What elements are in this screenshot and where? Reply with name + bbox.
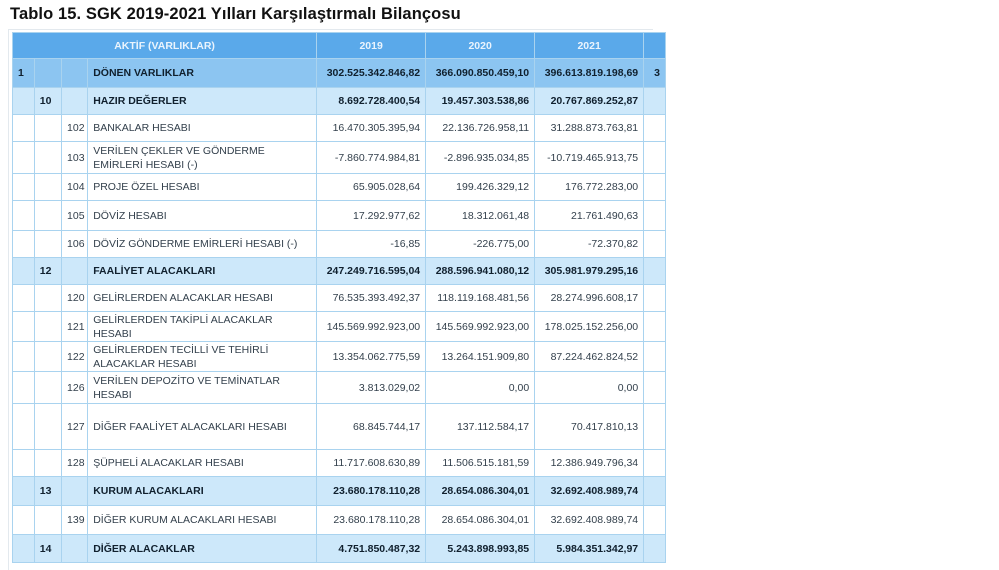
value-2021: 396.613.819.198,69	[535, 59, 644, 88]
account-row	[13, 174, 666, 201]
account-code: 120	[62, 285, 88, 312]
level1-code	[13, 404, 35, 450]
value-2020: 288.596.941.080,12	[426, 258, 535, 285]
value-extra	[644, 372, 666, 404]
value-2020: 11.506.515.181,59	[426, 450, 535, 477]
value-2020: 199.426.329,12	[426, 174, 535, 201]
value-2021: 87.224.462.824,52	[535, 342, 644, 372]
balance-sheet-table	[12, 32, 666, 563]
level2-code	[34, 115, 61, 142]
value-2021: 28.274.996.608,17	[535, 285, 644, 312]
value-2019: 68.845.744,17	[317, 404, 426, 450]
level1-code	[13, 142, 35, 174]
value-extra	[644, 535, 666, 563]
value-extra	[644, 115, 666, 142]
value-2020: 366.090.850.459,10	[426, 59, 535, 88]
value-2021: 0,00	[535, 372, 644, 404]
value-2019: 3.813.029,02	[317, 372, 426, 404]
value-2021: 178.025.152.256,00	[535, 312, 644, 342]
value-extra	[644, 477, 666, 506]
level2-code	[34, 285, 61, 312]
account-name: BANKALAR HESABI	[88, 115, 317, 142]
account-name: FAALİYET ALACAKLARI	[88, 258, 317, 285]
level2-code: 13	[34, 477, 61, 506]
level2-code: 12	[34, 258, 61, 285]
value-2020: -226.775,00	[426, 231, 535, 258]
value-extra	[644, 231, 666, 258]
value-extra	[644, 201, 666, 231]
level2-code	[34, 506, 61, 535]
value-2019: 65.905.028,64	[317, 174, 426, 201]
header-year-2020: 2020	[426, 33, 535, 59]
account-name: KURUM ALACAKLARI	[88, 477, 317, 506]
level1-code	[13, 115, 35, 142]
level2-code	[34, 142, 61, 174]
level2-code	[34, 372, 61, 404]
account-name: DİĞER ALACAKLAR	[88, 535, 317, 563]
account-code	[62, 258, 88, 285]
value-extra	[644, 258, 666, 285]
account-name: DÖVİZ HESABI	[88, 201, 317, 231]
account-name: ŞÜPHELİ ALACAKLAR HESABI	[88, 450, 317, 477]
account-row	[13, 342, 666, 372]
level2-code: 10	[34, 88, 61, 115]
value-2019: 76.535.393.492,37	[317, 285, 426, 312]
account-code	[62, 535, 88, 563]
value-2020: 145.569.992.923,00	[426, 312, 535, 342]
account-code: 104	[62, 174, 88, 201]
value-2019: 11.717.608.630,89	[317, 450, 426, 477]
level2-code	[34, 404, 61, 450]
value-2020: 118.119.168.481,56	[426, 285, 535, 312]
account-row	[13, 506, 666, 535]
account-code: 139	[62, 506, 88, 535]
level1-code	[13, 535, 35, 563]
level1-code	[13, 312, 35, 342]
account-row	[13, 115, 666, 142]
value-2020: 13.264.151.909,80	[426, 342, 535, 372]
account-name: HAZIR DEĞERLER	[88, 88, 317, 115]
level1-code	[13, 88, 35, 115]
value-2019: 23.680.178.110,28	[317, 506, 426, 535]
level2-code	[34, 201, 61, 231]
header-aktif: AKTİF (VARLIKLAR)	[13, 33, 317, 59]
account-code: 102	[62, 115, 88, 142]
value-2019: 8.692.728.400,54	[317, 88, 426, 115]
value-2020: 5.243.898.993,85	[426, 535, 535, 563]
level1-code	[13, 506, 35, 535]
value-extra	[644, 142, 666, 174]
level2-code: 14	[34, 535, 61, 563]
value-extra	[644, 450, 666, 477]
header-row	[13, 33, 666, 59]
account-code: 105	[62, 201, 88, 231]
account-code	[62, 59, 88, 88]
level1-code: 1	[13, 59, 35, 88]
account-name: GELİRLERDEN TAKİPLİ ALACAKLAR HESABI	[88, 312, 317, 342]
value-extra	[644, 88, 666, 115]
value-extra	[644, 404, 666, 450]
value-extra	[644, 506, 666, 535]
value-2021: 32.692.408.989,74	[535, 506, 644, 535]
value-2019: 145.569.992.923,00	[317, 312, 426, 342]
account-name: DİĞER FAALİYET ALACAKLARI HESABI	[88, 404, 317, 450]
value-2020: 0,00	[426, 372, 535, 404]
value-2021: 31.288.873.763,81	[535, 115, 644, 142]
account-code: 103	[62, 142, 88, 174]
level2-code	[34, 231, 61, 258]
level2-code	[34, 450, 61, 477]
account-code: 126	[62, 372, 88, 404]
account-name: VERİLEN ÇEKLER VE GÖNDERME EMİRLERİ HESABI (-)	[88, 142, 317, 174]
account-code: 121	[62, 312, 88, 342]
group-row	[13, 88, 666, 115]
header-year-2021: 2021	[535, 33, 644, 59]
level1-code	[13, 174, 35, 201]
value-2020: 28.654.086.304,01	[426, 477, 535, 506]
account-row	[13, 201, 666, 231]
value-2020: 19.457.303.538,86	[426, 88, 535, 115]
value-2020: 28.654.086.304,01	[426, 506, 535, 535]
header-year-2019: 2019	[317, 33, 426, 59]
value-2021: -72.370,82	[535, 231, 644, 258]
value-2020: 137.112.584,17	[426, 404, 535, 450]
level1-code	[13, 258, 35, 285]
value-2020: 18.312.061,48	[426, 201, 535, 231]
value-2019: 16.470.305.395,94	[317, 115, 426, 142]
level1-code	[13, 285, 35, 312]
value-2019: 302.525.342.846,82	[317, 59, 426, 88]
account-name: GELİRLERDEN TECİLLİ VE TEHİRLİ ALACAKLAR HESABI	[88, 342, 317, 372]
level1-code	[13, 201, 35, 231]
level2-code	[34, 342, 61, 372]
value-2021: 20.767.869.252,87	[535, 88, 644, 115]
balance-sheet-frame	[8, 29, 660, 570]
value-2019: 13.354.062.775,59	[317, 342, 426, 372]
account-code	[62, 88, 88, 115]
group-row	[13, 258, 666, 285]
value-2019: 4.751.850.487,32	[317, 535, 426, 563]
value-2019: 17.292.977,62	[317, 201, 426, 231]
value-2020: -2.896.935.034,85	[426, 142, 535, 174]
group-row	[13, 535, 666, 563]
value-2021: 21.761.490,63	[535, 201, 644, 231]
level1-code	[13, 450, 35, 477]
account-name: GELİRLERDEN ALACAKLAR HESABI	[88, 285, 317, 312]
account-row	[13, 312, 666, 342]
value-2021: -10.719.465.913,75	[535, 142, 644, 174]
account-row	[13, 285, 666, 312]
level1-code	[13, 477, 35, 506]
value-2020: 22.136.726.958,11	[426, 115, 535, 142]
value-2019: 247.249.716.595,04	[317, 258, 426, 285]
value-2019: -7.860.774.984,81	[317, 142, 426, 174]
value-2021: 305.981.979.295,16	[535, 258, 644, 285]
account-name: DÖVİZ GÖNDERME EMİRLERİ HESABI (-)	[88, 231, 317, 258]
level2-code	[34, 59, 61, 88]
account-row	[13, 404, 666, 450]
group-row	[13, 477, 666, 506]
value-extra: 3	[644, 59, 666, 88]
account-name: DİĞER KURUM ALACAKLARI HESABI	[88, 506, 317, 535]
account-name: PROJE ÖZEL HESABI	[88, 174, 317, 201]
value-2019: 23.680.178.110,28	[317, 477, 426, 506]
value-2021: 176.772.283,00	[535, 174, 644, 201]
group-row	[13, 59, 666, 88]
table-body	[13, 59, 666, 563]
account-row	[13, 231, 666, 258]
account-row	[13, 372, 666, 404]
account-code: 106	[62, 231, 88, 258]
value-extra	[644, 285, 666, 312]
level2-code	[34, 312, 61, 342]
account-code: 122	[62, 342, 88, 372]
account-code: 127	[62, 404, 88, 450]
account-code	[62, 477, 88, 506]
level1-code	[13, 372, 35, 404]
account-name: VERİLEN DEPOZİTO VE TEMİNATLAR HESABI	[88, 372, 317, 404]
value-2019: -16,85	[317, 231, 426, 258]
value-extra	[644, 312, 666, 342]
account-code: 128	[62, 450, 88, 477]
value-2021: 5.984.351.342,97	[535, 535, 644, 563]
value-2021: 12.386.949.796,34	[535, 450, 644, 477]
value-2021: 70.417.810,13	[535, 404, 644, 450]
value-extra	[644, 174, 666, 201]
value-2021: 32.692.408.989,74	[535, 477, 644, 506]
level2-code	[34, 174, 61, 201]
level1-code	[13, 231, 35, 258]
header-extra	[644, 33, 666, 59]
value-extra	[644, 342, 666, 372]
account-name: DÖNEN VARLIKLAR	[88, 59, 317, 88]
level1-code	[13, 342, 35, 372]
account-row	[13, 450, 666, 477]
table-title: Tablo 15. SGK 2019-2021 Yılları Karşılaştırmalı Bilançosu	[10, 5, 461, 23]
account-row	[13, 142, 666, 174]
